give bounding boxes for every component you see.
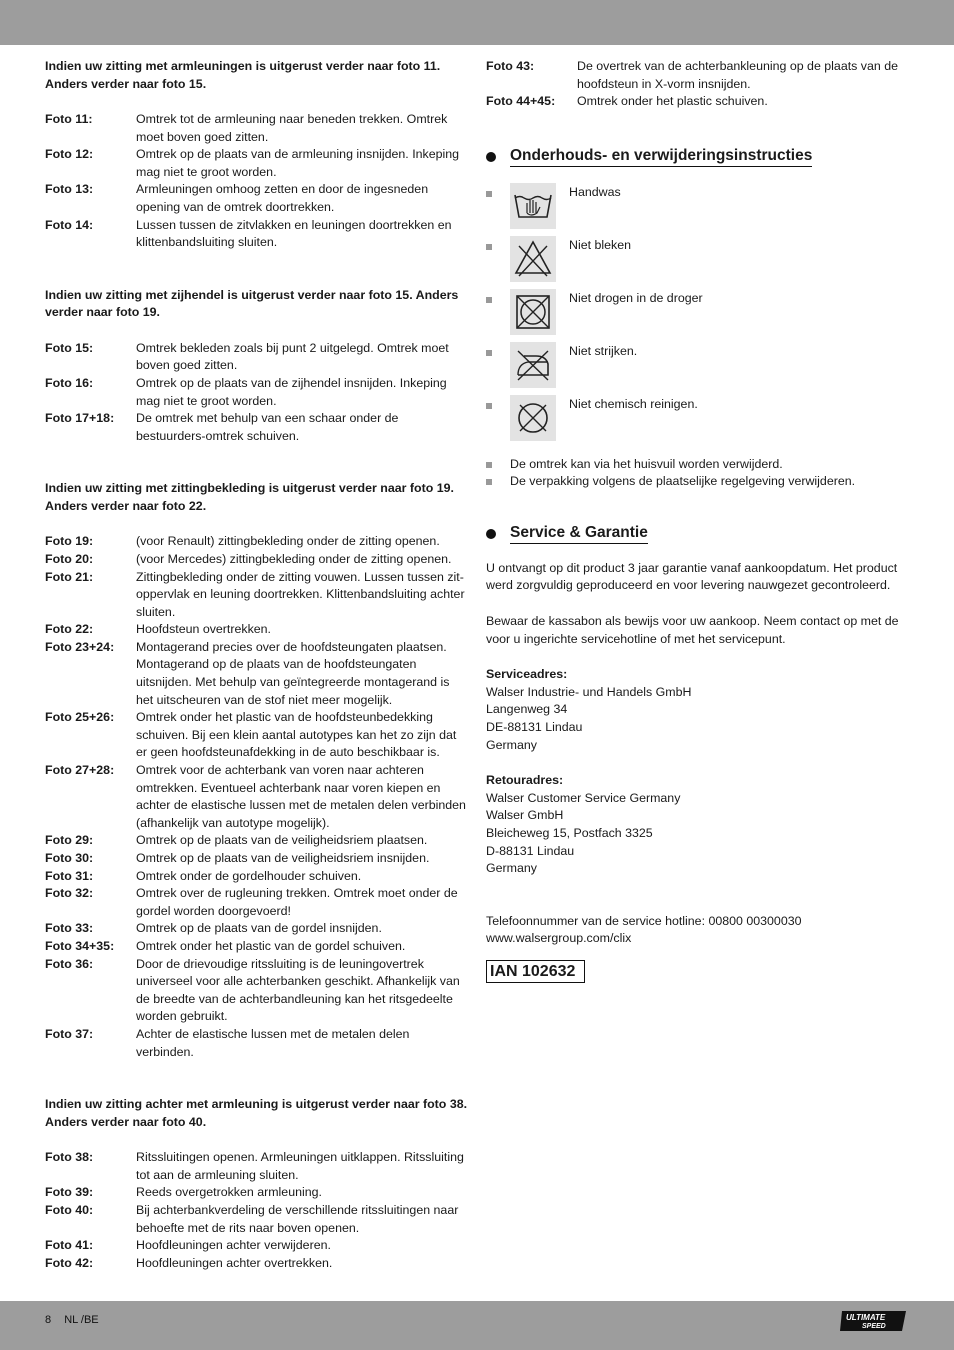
square-bullet-icon	[486, 403, 492, 409]
step-text: (voor Renault) zittingbekleding onder de zitting openen.	[136, 534, 440, 549]
no-tumble-dry-icon	[510, 289, 556, 335]
step-label: Foto 44+45:	[486, 94, 556, 109]
step-label: Foto 41:	[45, 1238, 94, 1253]
footer-bar	[0, 1301, 954, 1350]
step-row	[45, 533, 470, 551]
step-label: Foto 14:	[45, 217, 94, 232]
return-address	[486, 772, 911, 878]
step-label: Foto 15:	[45, 340, 94, 355]
brand-line-2: SPEED	[862, 1323, 886, 1330]
address-line: D-88131 Lindau	[486, 843, 575, 858]
instruction-group	[45, 1096, 470, 1272]
care-label: Niet chemisch reinigen.	[569, 396, 698, 411]
square-bullet-icon	[486, 462, 492, 468]
contact-block	[486, 913, 911, 948]
step-text: Omtrek op de plaats van de veiligheidsriem insnijden.	[136, 851, 430, 865]
no-bleach-icon	[510, 236, 556, 282]
address-line: Bleicheweg 15, Postfach 3325	[486, 825, 653, 840]
step-row	[45, 146, 470, 181]
step-text: (voor Mercedes) zittingbekleding onder de zitting openen.	[136, 551, 452, 566]
no-dry-clean-icon	[510, 395, 556, 441]
step-text: Ritssluitingen openen. Armleuningen uitklappen. Ritssluiting tot aan de armleuning sluiten.	[136, 1150, 464, 1182]
address-line: Walser GmbH	[486, 808, 564, 823]
step-list	[45, 533, 470, 1061]
step-row	[45, 938, 470, 956]
address-line: Germany	[486, 861, 537, 876]
care-item	[486, 289, 911, 342]
step-row	[45, 1149, 470, 1184]
list-item	[486, 473, 911, 491]
step-row	[45, 551, 470, 569]
step-row	[45, 621, 470, 639]
ultimate-speed-logo	[840, 1309, 908, 1333]
step-text: Omtrek onder de gordelhouder schuiven.	[136, 868, 362, 883]
step-label: Foto 36:	[45, 956, 94, 971]
step-row	[45, 569, 470, 622]
step-label: Foto 43:	[486, 59, 535, 73]
step-label: Foto 30:	[45, 851, 94, 865]
step-row	[45, 111, 470, 146]
group-intro: Indien uw zitting achter met armleuning is uitgerust verder naar foto 38. Anders verder naar foto 40.	[45, 1097, 468, 1129]
step-text: Hoofdsteun overtrekken.	[136, 622, 271, 637]
care-item	[486, 236, 911, 289]
step-row	[45, 410, 470, 445]
language-code: NL /BE	[64, 1314, 99, 1326]
step-label: Foto 23+24:	[45, 639, 115, 654]
step-text: Omtrek voor de achterbank van voren naar achteren omtrekken. Eventueel achterbank naar voren kiepen en achter de elastische lussen met de metalen delen verbinden (afhankelijk van autotype mogelijk).	[136, 763, 466, 830]
step-row	[45, 1237, 470, 1255]
step-text: Omtrek over de rugleuning trekken. Omtrek moet onder de gordel worden doorgevoerd!	[136, 886, 458, 918]
care-item	[486, 395, 911, 448]
group-intro: Indien uw zitting met zijhendel is uitgerust verder naar foto 15. Anders verder naar foto 19.	[45, 287, 459, 320]
care-label: Niet drogen in de droger	[569, 290, 703, 305]
step-row	[45, 762, 470, 832]
care-heading	[486, 147, 911, 167]
step-label: Foto 40:	[45, 1202, 94, 1217]
bullet-dot-icon	[486, 529, 496, 539]
address-line: DE-88131 Lindau	[486, 719, 583, 734]
step-label: Foto 25+26:	[45, 710, 115, 725]
step-list	[486, 58, 911, 111]
disposal-text: De verpakking volgens de plaatselijke regelgeving verwijderen.	[510, 474, 856, 489]
group-intro: Indien uw zitting met zittingbekleding is uitgerust verder naar foto 19. Anders verder naar foto 22.	[45, 481, 454, 513]
step-text: De omtrek met behulp van een schaar onder de bestuurders-omtrek schuiven.	[136, 411, 399, 443]
step-row	[45, 920, 470, 938]
square-bullet-icon	[486, 350, 492, 356]
step-text: De overtrek van de achterbankleuning op de plaats van de hoofdsteun in X-vorm insnijden.	[577, 59, 898, 91]
step-row	[45, 181, 470, 216]
step-label: Foto 42:	[45, 1255, 94, 1270]
step-label: Foto 29:	[45, 833, 94, 848]
step-row	[45, 832, 470, 850]
disposal-text: De omtrek kan via het huisvuil worden verwijderd.	[510, 456, 783, 471]
service-heading	[486, 524, 911, 544]
address-line: Walser Industrie- und Handels GmbH	[486, 684, 692, 699]
step-row	[45, 709, 470, 762]
step-label: Foto 31:	[45, 868, 94, 883]
step-label: Foto 27+28:	[45, 763, 115, 778]
care-item	[486, 342, 911, 395]
step-label: Foto 21:	[45, 569, 94, 584]
step-row	[45, 340, 470, 375]
service-heading-text: Service & Garantie	[510, 524, 648, 544]
square-bullet-icon	[486, 244, 492, 250]
step-label: Foto 22:	[45, 622, 94, 637]
step-row	[45, 1202, 470, 1237]
service-address	[486, 666, 911, 754]
step-text: Omtrek op de plaats van de veiligheidsriem plaatsen.	[136, 833, 428, 848]
square-bullet-icon	[486, 479, 492, 485]
address-line: Walser Customer Service Germany	[486, 790, 681, 805]
disposal-list	[486, 456, 911, 491]
square-bullet-icon	[486, 191, 492, 197]
care-heading-text: Onderhouds- en verwijderingsinstructies	[510, 147, 812, 167]
step-text: Omtrek tot de armleuning naar beneden trekken. Omtrek moet boven goed zitten.	[136, 112, 448, 144]
step-text: Omtrek onder het plastic van de hoofdsteunbedekking schuiven. Bij een klein aantal autotypes kan het zo zijn dat er geen hoofdsteunafdekking in de auto beschikbaar is.	[136, 710, 457, 760]
step-row	[45, 1184, 470, 1202]
step-text: Armleuningen omhoog zetten en door de ingesneden opening van de omtrek doortrekken.	[136, 182, 429, 214]
step-text: Hoofdleuningen achter verwijderen.	[136, 1238, 331, 1253]
address-line: Langenweg 34	[486, 702, 568, 717]
step-text: Omtrek onder het plastic schuiven.	[577, 94, 768, 109]
bullet-dot-icon	[486, 152, 496, 162]
header-bar	[0, 0, 954, 45]
list-item	[486, 456, 911, 474]
page-number: 8	[45, 1314, 52, 1326]
step-text: Omtrek op de plaats van de armleuning insnijden. Inkeping mag niet te groot worden.	[136, 147, 460, 179]
step-text: Hoofdleuningen achter overtrekken.	[136, 1255, 333, 1270]
warranty-paragraph: U ontvangt op dit product 3 jaar garantie vanaf aankoopdatum. Het product werd zorgvuldig geproduceerd en voor levering nauwgezet gecontroleerd.	[486, 560, 898, 593]
footer-info	[45, 1314, 109, 1326]
step-label: Foto 16:	[45, 375, 94, 390]
care-label: Niet bleken	[569, 237, 631, 252]
step-label: Foto 12:	[45, 147, 94, 162]
step-list	[45, 111, 470, 252]
step-list	[45, 1149, 470, 1272]
instruction-group	[45, 287, 470, 446]
no-iron-icon	[510, 342, 556, 388]
step-text: Omtrek op de plaats van de zijhendel insnijden. Inkeping mag niet te groot worden.	[136, 375, 447, 408]
square-bullet-icon	[486, 297, 492, 303]
right-column	[486, 58, 911, 983]
step-label: Foto 33:	[45, 921, 94, 936]
step-row	[45, 375, 470, 410]
care-item	[486, 183, 911, 236]
return-address-title: Retouradres:	[486, 773, 564, 788]
step-row	[45, 956, 470, 1026]
step-label: Foto 34+35:	[45, 938, 115, 953]
care-label: Niet strijken.	[569, 343, 638, 358]
step-label: Foto 11:	[45, 112, 93, 126]
brand-line-1: ULTIMATE	[846, 1313, 886, 1322]
step-row	[45, 850, 470, 868]
step-text: Zittingbekleding onder de zitting vouwen. Lussen tussen zit-oppervlak en leuning doortrekken. Klittenbandsluiting achter sluiten.	[136, 569, 465, 619]
step-row	[486, 58, 911, 93]
left-column	[45, 58, 470, 1307]
step-row	[486, 93, 911, 111]
step-text: Reeds overgetrokken armleuning.	[136, 1185, 322, 1200]
step-row	[45, 885, 470, 920]
ian-badge: IAN 102632	[486, 960, 585, 983]
step-label: Foto 37:	[45, 1026, 94, 1041]
care-list	[486, 183, 911, 448]
step-label: Foto 39:	[45, 1185, 94, 1200]
step-label: Foto 32:	[45, 886, 94, 901]
step-list	[45, 340, 470, 446]
step-row	[45, 217, 470, 252]
step-text: Door de drievoudige ritssluiting is de leuningovertrek universeel voor alle achterbanken geschikt. Afhankelijk van de breedte van de achterbandleuning kan het ritsgedeelte worden gebruikt.	[136, 956, 460, 1024]
receipt-paragraph: Bewaar de kassabon als bewijs voor uw aankoop. Neem contact op met de voor u ingerichte servicehotline of met het servicepunt.	[486, 613, 899, 646]
step-label: Foto 13:	[45, 182, 94, 197]
step-text: Lussen tussen de zitvlakken en leuningen doortrekken en klittenbandsluiting sluiten.	[136, 217, 452, 250]
step-text: Bij achterbankverdeling de verschillende ritssluitingen naar behoefte met de rits naar boven openen.	[136, 1202, 459, 1235]
step-label: Foto 38:	[45, 1150, 94, 1165]
step-label: Foto 20:	[45, 551, 94, 566]
step-row	[45, 1255, 470, 1273]
step-row	[45, 1026, 470, 1061]
step-label: Foto 17+18:	[45, 411, 115, 426]
instruction-group	[45, 58, 470, 252]
step-text: Omtrek onder het plastic van de gordel schuiven.	[136, 938, 406, 953]
step-text: Montagerand precies over de hoofdsteungaten plaatsen. Montagerand op de plaats van de hoofdsteungaten uitsnijden. Met behulp van geïntegreerde montagerand is het uitscheuren van de stof niet meer mogelijk.	[136, 639, 450, 707]
step-text: Omtrek bekleden zoals bij punt 2 uitgelegd. Omtrek moet boven goed zitten.	[136, 340, 449, 373]
step-row	[45, 868, 470, 886]
handwash-icon	[510, 183, 556, 229]
address-line: Germany	[486, 737, 537, 752]
care-label: Handwas	[569, 184, 621, 199]
website-link[interactable]: www.walsergroup.com/clix	[486, 931, 632, 946]
group-intro: Indien uw zitting met armleuningen is uitgerust verder naar foto 11. Anders verder naar foto 15.	[45, 59, 441, 91]
instruction-group	[45, 480, 470, 1061]
hotline-text: Telefoonnummer van de service hotline: 00800 00300030	[486, 913, 802, 928]
step-label: Foto 19:	[45, 534, 94, 549]
service-address-title: Serviceadres:	[486, 667, 568, 682]
step-row	[45, 639, 470, 709]
step-text: Omtrek op de plaats van de gordel insnijden.	[136, 921, 382, 936]
step-text: Achter de elastische lussen met de metalen delen verbinden.	[136, 1026, 410, 1059]
